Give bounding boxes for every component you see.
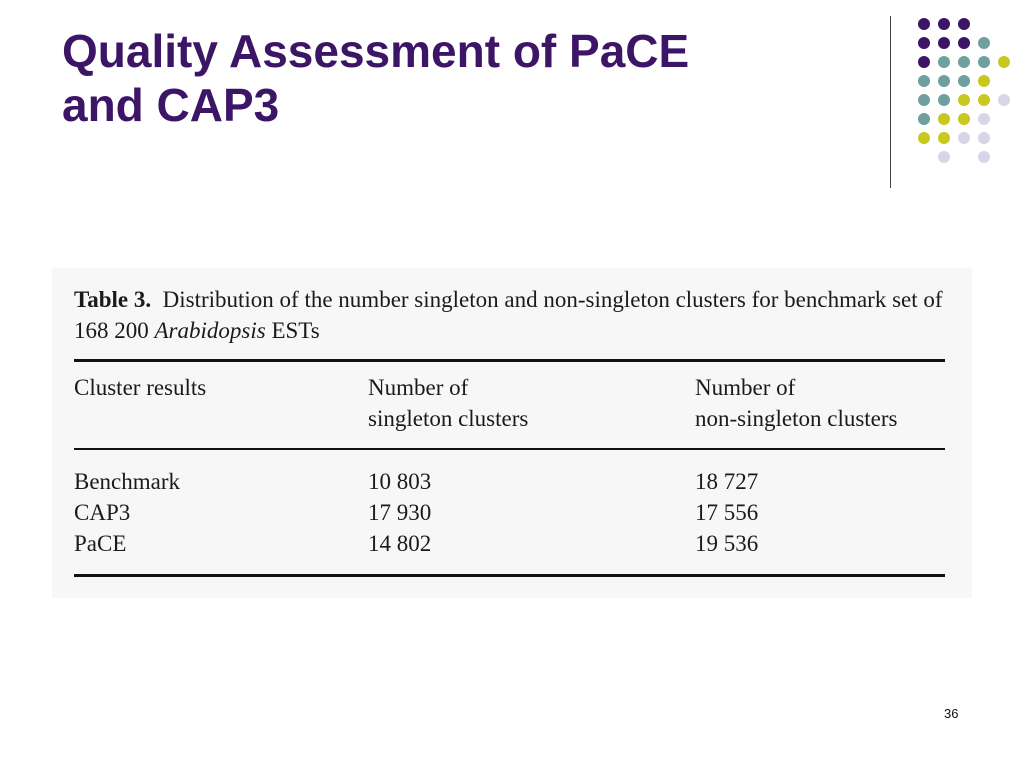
table-figure (52, 268, 972, 598)
row-name: PaCE (74, 531, 127, 556)
decorative-dot (998, 94, 1010, 106)
decorative-dot (938, 132, 950, 144)
table-top-rule (74, 359, 945, 362)
decorative-dot (958, 18, 970, 30)
decorative-dot (978, 56, 990, 68)
decorative-dot (958, 113, 970, 125)
row-name: Benchmark (74, 469, 181, 494)
decorative-dot (918, 132, 930, 144)
caption-species: Arabidopsis (154, 318, 266, 343)
decorative-dot (958, 132, 970, 144)
decorative-dot (938, 75, 950, 87)
decorative-dot (918, 94, 930, 106)
decorative-dot (918, 37, 930, 49)
caption-text-end: ESTs (271, 318, 320, 343)
decorative-dot (978, 75, 990, 87)
header-cluster-results: Cluster results (74, 375, 207, 400)
page-number: 36 (944, 706, 959, 721)
decorative-dot (918, 113, 930, 125)
table-header-rule (74, 448, 945, 450)
decorative-dot (918, 75, 930, 87)
header-singleton-line-1: Number of (368, 375, 469, 400)
row-non-singleton-value: 18 727 (695, 469, 759, 494)
caption-text: Distribution of the number singleton and non-singleton clusters for benchmark set of 168 200 (74, 287, 943, 343)
decorative-dot (978, 113, 990, 125)
decorative-dot (978, 132, 990, 144)
decorative-dot (958, 75, 970, 87)
decorative-dot (978, 94, 990, 106)
decorative-dot (998, 56, 1010, 68)
table-bottom-rule (74, 574, 945, 577)
decorative-dot (938, 151, 950, 163)
row-singleton-value: 14 802 (368, 531, 432, 556)
row-singleton-value: 17 930 (368, 500, 432, 525)
decorative-divider-line (890, 16, 891, 188)
decorative-dot (978, 151, 990, 163)
decorative-dot (978, 37, 990, 49)
decorative-dot (958, 37, 970, 49)
decorative-dot (938, 113, 950, 125)
decorative-dot (918, 18, 930, 30)
slide-title-line-1: Quality Assessment of PaCE (62, 25, 690, 77)
decorative-dot (958, 94, 970, 106)
table-caption (74, 284, 954, 346)
table-label: Table 3. (74, 287, 152, 312)
row-singleton-value: 10 803 (368, 469, 432, 494)
header-non-singleton-line-2: non-singleton clusters (695, 406, 898, 431)
header-singleton-line-2: singleton clusters (368, 406, 529, 431)
decorative-dot (938, 37, 950, 49)
decorative-dot (958, 56, 970, 68)
row-non-singleton-value: 19 536 (695, 531, 759, 556)
decorative-dot (918, 56, 930, 68)
decorative-dot (938, 18, 950, 30)
header-non-singleton-line-1: Number of (695, 375, 796, 400)
row-non-singleton-value: 17 556 (695, 500, 759, 525)
decorative-dot (938, 56, 950, 68)
decorative-dot (938, 94, 950, 106)
slide-title-line-2: and CAP3 (62, 79, 280, 131)
decorative-dot-grid (0, 0, 1024, 200)
row-name: CAP3 (74, 500, 131, 525)
